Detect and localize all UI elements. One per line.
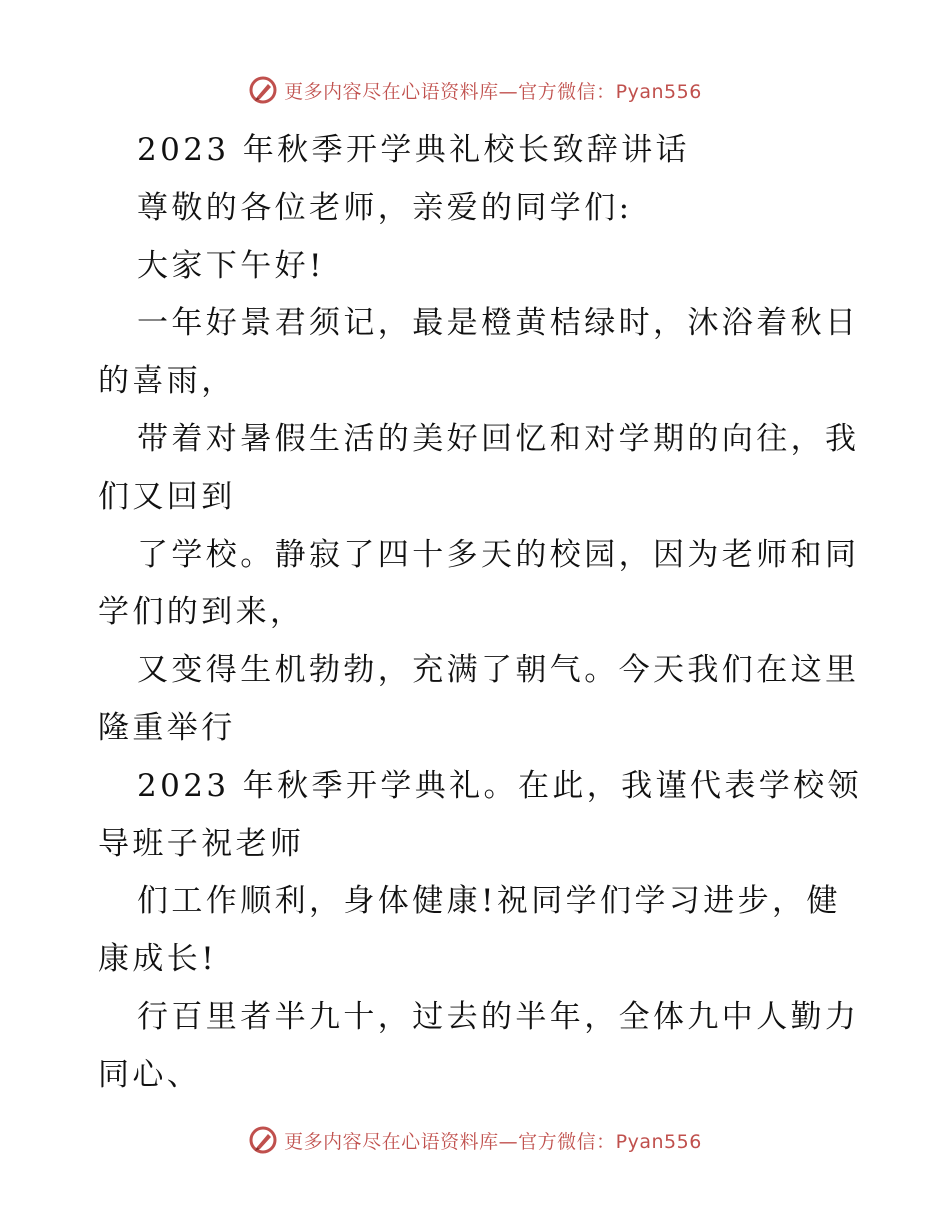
text-line: 们又回到 bbox=[98, 478, 236, 515]
greeting: 大家下午好! bbox=[137, 247, 325, 284]
salutation: 尊敬的各位老师，亲爱的同学们: bbox=[137, 189, 633, 226]
text-line: 隆重举行 bbox=[98, 709, 236, 746]
watermark-text: 更多内容尽在心语资料库—官方微信：Pyan556 bbox=[284, 80, 702, 103]
footer-watermark bbox=[0, 1120, 950, 1160]
text-line: 导班子祝老师 bbox=[98, 825, 305, 862]
text-line: 们工作顺利，身体健康!祝同学们学习进步，健 bbox=[137, 883, 841, 920]
document-body bbox=[98, 122, 862, 1105]
watermark bbox=[248, 75, 702, 105]
pen-circle-icon bbox=[248, 75, 278, 105]
text-line: 一年好景君须记，最是橙黄桔绿时，沐浴着秋日 bbox=[137, 305, 860, 342]
text-line: 了学校。静寂了四十多天的校园，因为老师和同 bbox=[137, 536, 860, 573]
text-line: 又变得生机勃勃，充满了朝气。今天我们在这里 bbox=[137, 652, 860, 689]
text-line: 2023 年秋季开学典礼。在此，我谨代表学校领 bbox=[137, 767, 862, 804]
text-line: 行百里者半九十，过去的半年，全体九中人勤力 bbox=[137, 998, 860, 1035]
text-line: 同心、 bbox=[98, 1056, 202, 1093]
text-line: 的喜雨， bbox=[98, 363, 236, 400]
header-watermark bbox=[0, 70, 950, 110]
document-title: 2023 年秋季开学典礼校长致辞讲话 bbox=[137, 132, 690, 168]
text-line: 学们的到来， bbox=[98, 594, 305, 631]
watermark-text: 更多内容尽在心语资料库—官方微信：Pyan556 bbox=[284, 1130, 702, 1153]
pen-circle-icon bbox=[248, 1125, 278, 1155]
text-line: 康成长! bbox=[98, 941, 218, 978]
watermark bbox=[248, 1125, 702, 1155]
text-line: 带着对暑假生活的美好回忆和对学期的向往，我 bbox=[137, 420, 860, 457]
